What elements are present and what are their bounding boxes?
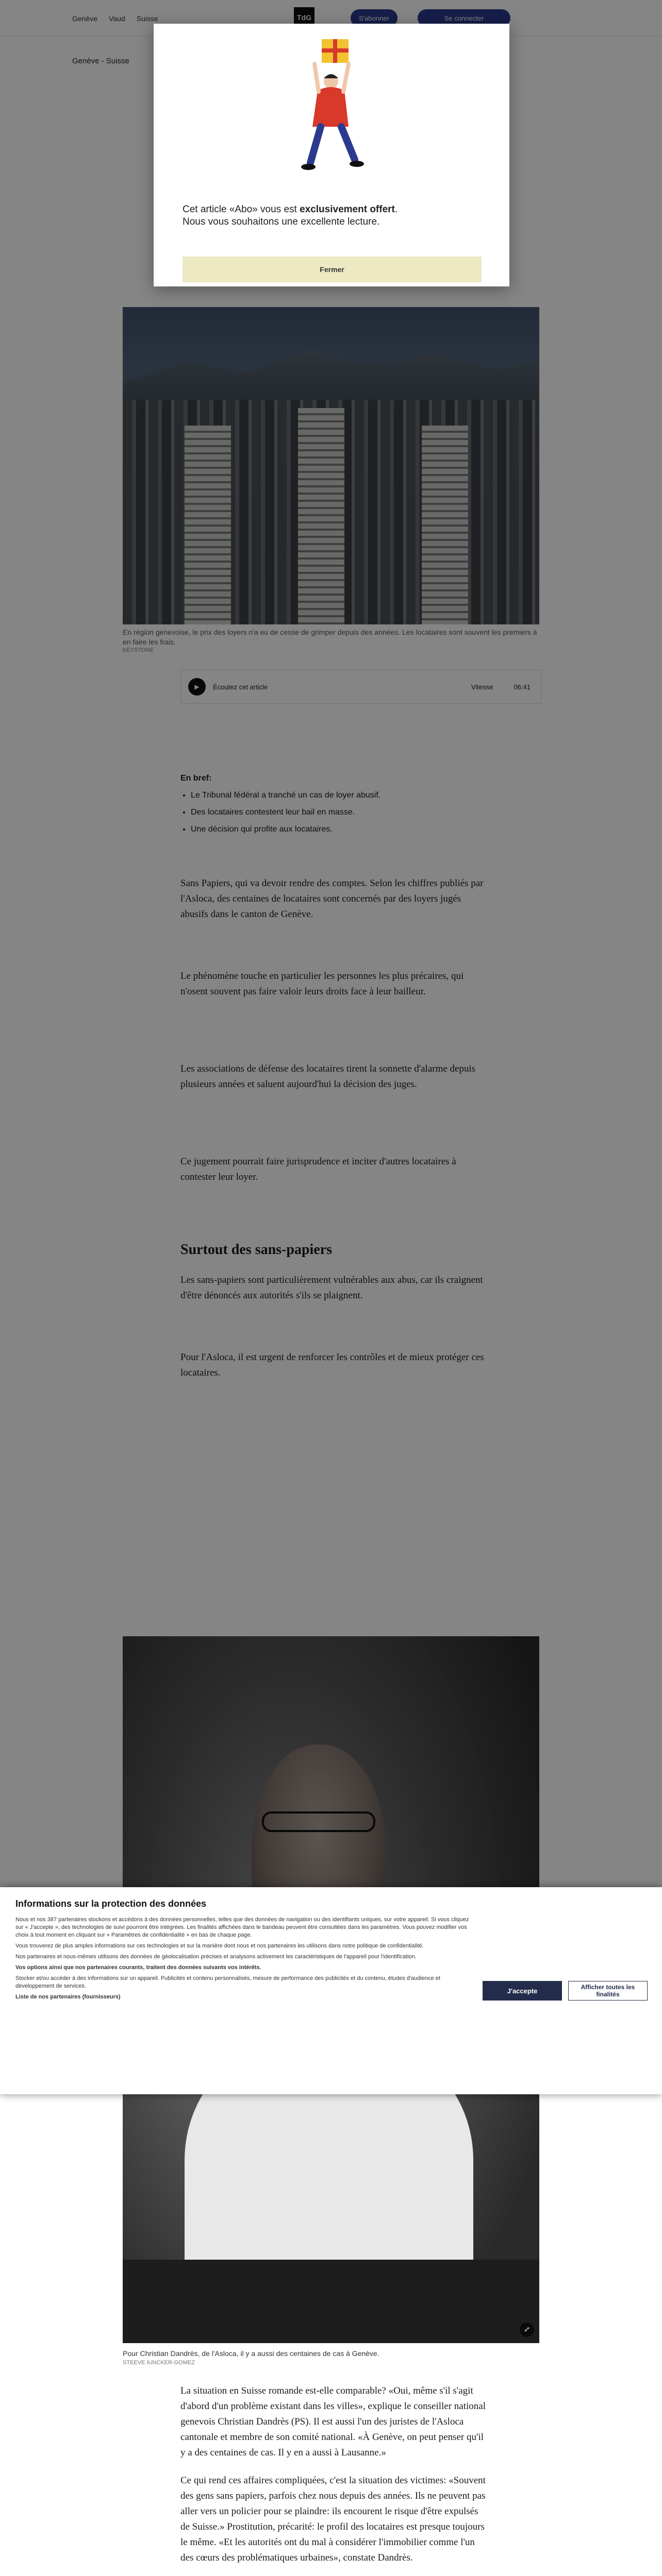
gift-message-post: . <box>394 204 398 215</box>
portrait-desk <box>123 2260 539 2343</box>
audio-speed[interactable]: Vitesse <box>471 683 493 691</box>
audio-time: 06:41 <box>514 683 531 691</box>
article-paragraph: Sans Papiers, qui va devoir rendre des comptes. Selon les chiffres publiés par l'Asloca, des centaines de locataires sont concernés par des loyers jugés abusifs dans le canton de Genève. <box>180 878 484 920</box>
expand-icon[interactable]: ⤢ <box>520 2323 534 2337</box>
article-paragraph: Le phénomène touche en particulier les personnes les plus précaires, qui n'osent souvent pas faire valoir leurs droits face à leur bailleur. <box>180 971 464 997</box>
show-purposes-button[interactable]: Afficher toutes les finalités <box>568 1981 648 2001</box>
cookie-text: Vous trouverez de plus amples informations sur ces technologies et sur la manière dont nous et nos partenaires les utilisons dans notre politique de confidentialité. <box>15 1943 424 1949</box>
cookie-title: Informations sur la protection des données <box>15 1899 207 1909</box>
article-paragraph: Ce jugement pourrait faire jurisprudence et inciter d'autres locataires à contester leur loyer. <box>180 1156 456 1182</box>
partners-list-link[interactable]: Liste de nos partenaires (fournisseurs) <box>15 1994 121 2000</box>
audio-label: Écoutez cet article <box>213 683 268 691</box>
cookie-consent-banner <box>0 1887 662 2094</box>
article-paragraph: La situation en Suisse romande est-elle comparable? «Oui, même s'il s'agit d'abord d'un problème existant dans les villes», explique le conseiller national genevois Christian Dandrès (PS). Il est aussi l'un des juristes de l'Asloca cantonale et membre de son comité national. «À Genève, on peut penser qu'il y a des centaines de cas. Il y en a aussi à Lausanne.» <box>180 2385 486 2458</box>
header-link-geneve[interactable]: Genève <box>72 14 98 23</box>
gift-message-bold: exclusivement offert <box>300 204 395 215</box>
portrait-credit: STEEVE IUNCKER-GOMEZ <box>123 2360 195 2366</box>
cookie-text: Nous et nos 387 partenaires stockons et accédons à des données personnelles, telles que des données de navigation ou des identifiants uniques, sur votre appareil. Si vous cliquez sur « J'accepte », des technologies de suivi pourront être intégrées. Les finalités affichées dans le bandeau peuvent être consultées dans les paramètres. Vous pouvez modifier vos choix à tout moment en cliquant sur « Paramètres de confidentialité » en bas de chaque page. <box>15 1917 469 1938</box>
subscribe-button[interactable]: S'abonner <box>351 9 398 27</box>
cookie-options-heading: Vos options ainsi que nos partenaires courants, traitent des données suivants vos intérêts. <box>15 1964 261 1971</box>
cookie-text: Stocker et/ou accéder à des informations sur un appareil. Publicités et contenu personnalisés, mesure de performance des publicités et du contenu, études d'audience et développement de services. <box>15 1975 440 1989</box>
summary-item: • Une décision qui profite aux locataires. <box>191 823 490 835</box>
article-paragraph: Les associations de défense des locataires tirent la sonnette d'alarme depuis plusieurs années et saluent aujourd'hui la décision des juges. <box>180 1063 476 1090</box>
header-link-suisse[interactable]: Suisse <box>136 14 158 23</box>
gift-article-modal <box>154 24 509 286</box>
site-logo[interactable]: TdG <box>294 7 315 28</box>
hero-caption: En région genevoise, le prix des loyers n'a eu de cesse de grimper depuis des années. Les locataires sont souvent les premiers à en faire les frais. <box>123 628 537 646</box>
summary-item: • Le Tribunal fédéral a tranché un cas de loyer abusif. <box>191 789 490 801</box>
article-paragraph: Les sans-papiers sont particulièrement vulnérables aux abus, car ils craignent d'être dénoncés aux autorités s'ils se plaignent. <box>180 1275 483 1301</box>
breadcrumb[interactable]: Genève - Suisse <box>72 57 129 65</box>
gift-message-pre: Cet article «Abo» vous est <box>183 204 300 215</box>
play-icon[interactable]: ▶ <box>188 678 206 696</box>
portrait-caption: Pour Christian Dandrès, de l'Asloca, il y a aussi des centaines de cas à Genève. <box>123 2349 379 2358</box>
article-paragraph: Pour l'Asloca, il est urgent de renforcer les contrôles et de mieux protéger ces locataires. <box>180 1352 484 1378</box>
summary-item: • Des locataires contestent leur bail en masse. <box>191 806 490 818</box>
hero-credit: KEYSTONE <box>123 647 154 653</box>
article-paragraph: Ce qui rend ces affaires compliquées, c'est la situation des victimes: «Souvent des gens sans papiers, parfois chez nous depuis des années. Ils ne peuvent pas aller vers un policier pour se plaindre: ils encourent le risque d'être expulsés de Suisse.» Prostitution, précarité: le profil des locataires est presque toujours le même. «Et les autorités ont du mal à considérer l'immobilier comme l'un des cœurs des problématiques urbaines», constate Dandrès. <box>180 2475 486 2563</box>
close-modal-button[interactable]: Fermer <box>183 257 482 282</box>
login-button[interactable]: Se connecter <box>418 9 510 27</box>
cookie-text: Nos partenaires et nous-mêmes utilisons des données de géolocalisation précises et analysons activement les caractéristiques de l'appareil pour l'identification. <box>15 1954 417 1960</box>
gift-illustration-icon <box>288 34 375 183</box>
accept-cookies-button[interactable]: J'accepte <box>483 1981 562 2001</box>
cookie-body <box>15 1916 469 2004</box>
section-heading: Surtout des sans-papiers <box>180 1242 333 1258</box>
header-link-vaud[interactable]: Vaud <box>109 14 125 23</box>
gift-subtitle: Nous vous souhaitons une excellente lecture. <box>183 216 380 227</box>
summary-title: En bref: <box>180 774 212 783</box>
gift-message <box>183 204 398 215</box>
